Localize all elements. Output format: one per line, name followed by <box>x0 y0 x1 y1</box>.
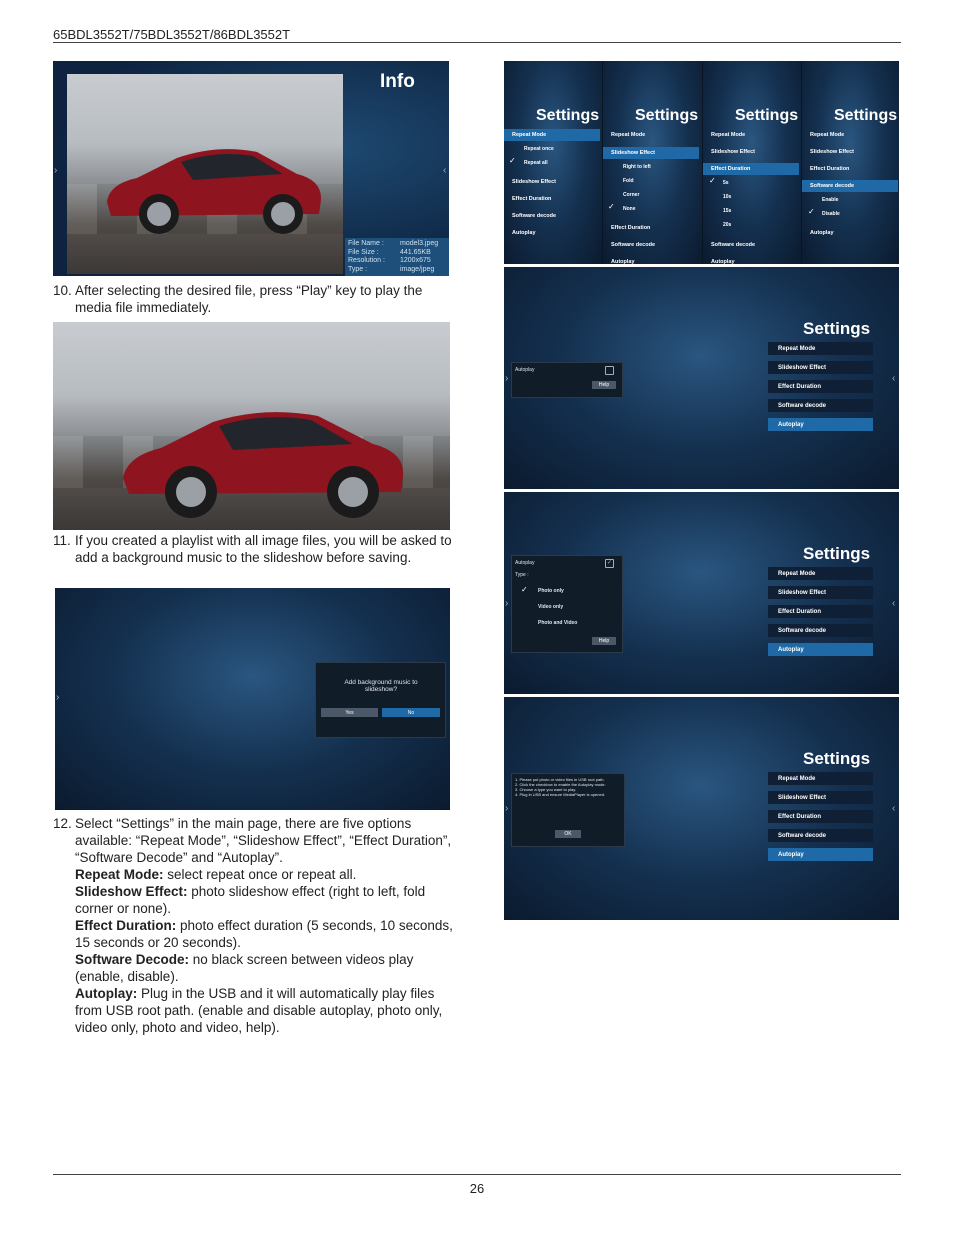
settings-column-repeat: Settings Repeat Mode Repeat once Repeat all ✓ Slideshow Effect Effect Duration Software decode Autoplay <box>504 61 603 264</box>
car-photo-preview <box>67 74 343 274</box>
right-arrow-icon[interactable]: ‹ <box>892 803 896 814</box>
submenu-right-to-left[interactable]: Right to left <box>623 164 651 170</box>
help-text: 1. Please put photo or video files in USB root path. 2. Click the checkbox to enable the Autoplay mode. 3. Choose a type you want to play. 4. Plug in USB and ensure MediaPlayer is opened. <box>515 777 606 797</box>
menu-autoplay[interactable]: Autoplay <box>768 418 873 431</box>
menu-effect-duration[interactable]: Effect Duration <box>810 166 850 172</box>
menu-effect-duration[interactable]: Effect Duration <box>512 196 552 202</box>
no-button[interactable]: No <box>382 708 440 717</box>
settings-title: Settings <box>803 544 871 563</box>
type-label: Type : <box>515 572 529 578</box>
menu-software-decode[interactable]: Software decode <box>768 624 873 637</box>
autoplay-screenshot <box>504 267 899 489</box>
document-header: 65BDL3552T/75BDL3552T/86BDL3552T <box>53 27 291 42</box>
submenu-repeat-all[interactable]: Repeat all <box>524 160 548 166</box>
menu-autoplay[interactable]: Autoplay <box>512 230 536 236</box>
menu-autoplay[interactable]: Autoplay <box>810 230 834 236</box>
option-photo-and-video[interactable]: Photo and Video <box>538 620 578 626</box>
menu-slideshow-effect[interactable]: Slideshow Effect <box>810 149 855 155</box>
header-rule <box>53 42 901 43</box>
help-button[interactable]: Help <box>592 381 616 389</box>
submenu-disable[interactable]: Disable <box>822 211 840 217</box>
settings-column-slideshow: Settings Repeat Mode Slideshow Effect Right to left Fold Corner None ✓ Effect Duration Software decode Autoplay <box>603 61 703 264</box>
step-12: 12. Select “Settings” in the main page, there are five options available: “Repeat Mode”, “Slideshow Effect”, “Effect Duration”, “Software Decode” and “Autoplay”. Repeat Mode: select repeat once or repeat all. Slideshow Effect: photo slideshow effect (right to left, fold corner or none). Effect Duration: photo effect duration (5 seconds, 10 seconds, 15 seconds or 20 seconds). Software Decode: no black screen between videos play (enable, disable). Autoplay: Plug in the USB and it will automatically play files from USB root path. (enable and disable autoplay, photo only, video only, photo and video, help). <box>53 816 453 1035</box>
yes-button[interactable]: Yes <box>321 708 378 717</box>
menu-autoplay[interactable]: Autoplay <box>768 848 873 861</box>
menu-slideshow-effect[interactable]: Slideshow Effect <box>768 361 873 374</box>
autoplay-label: Autoplay <box>515 367 535 373</box>
right-arrow-icon[interactable]: ‹ <box>443 165 447 176</box>
autoplay-checkbox[interactable]: ✓ <box>606 560 613 566</box>
menu-repeat-mode[interactable]: Repeat Mode <box>768 342 873 355</box>
check-icon: ✓ <box>808 207 815 216</box>
menu-slideshow-effect[interactable]: Slideshow Effect <box>603 147 699 159</box>
help-dialog <box>511 773 625 847</box>
settings-column-duration: Settings Repeat Mode Slideshow Effect Effect Duration 5s ✓ 10s 15s 20s Software decode Autoplay <box>703 61 802 264</box>
autoplay-type-dialog <box>511 555 623 653</box>
submenu-none[interactable]: None <box>623 206 636 212</box>
right-arrow-icon[interactable]: ‹ <box>892 373 896 384</box>
submenu-fold[interactable]: Fold <box>623 178 634 184</box>
menu-effect-duration[interactable]: Effect Duration <box>703 163 799 175</box>
info-screenshot <box>53 61 449 276</box>
car-image <box>113 382 413 522</box>
autoplay-dialog <box>511 362 623 398</box>
check-icon: ✓ <box>709 176 716 185</box>
info-row: File Size : 441.65KB <box>348 248 431 256</box>
menu-autoplay[interactable]: Autoplay <box>611 259 635 264</box>
menu-effect-duration[interactable]: Effect Duration <box>768 605 873 618</box>
info-row: Resolution : 1200x675 <box>348 257 431 264</box>
settings-columns-screenshot <box>504 61 899 264</box>
settings-title: Settings <box>803 749 871 768</box>
left-arrow-icon[interactable]: › <box>56 692 60 703</box>
menu-slideshow-effect[interactable]: Slideshow Effect <box>768 791 873 804</box>
left-arrow-icon[interactable]: › <box>505 598 509 609</box>
car-image <box>97 122 327 242</box>
menu-repeat-mode[interactable]: Repeat Mode <box>768 567 873 580</box>
submenu-15s[interactable]: 15s <box>723 208 732 214</box>
check-icon: ✓ <box>521 585 528 594</box>
right-arrow-icon[interactable]: ‹ <box>892 598 896 609</box>
step-10: 10. After selecting the desired file, press “Play” key to play the media file immediately. <box>53 283 423 315</box>
submenu-corner[interactable]: Corner <box>623 192 640 198</box>
menu-software-decode[interactable]: Software decode <box>512 213 557 219</box>
bg-music-dialog <box>315 662 446 738</box>
menu-autoplay[interactable]: Autoplay <box>768 643 873 656</box>
info-row: File Name : model3.jpeg <box>348 240 439 247</box>
menu-repeat-mode[interactable]: Repeat Mode <box>768 772 873 785</box>
menu-software-decode[interactable]: Software decode <box>768 829 873 842</box>
option-photo-only[interactable]: Photo only <box>538 588 564 594</box>
menu-repeat-mode[interactable]: Repeat Mode <box>810 132 845 138</box>
menu-effect-duration[interactable]: Effect Duration <box>611 225 651 231</box>
footer-rule <box>53 1174 901 1175</box>
menu-slideshow-effect[interactable]: Slideshow Effect <box>512 179 557 185</box>
ok-button[interactable]: OK <box>555 830 581 838</box>
check-icon: ✓ <box>509 156 516 165</box>
menu-software-decode[interactable]: Software decode <box>611 242 656 248</box>
menu-repeat-mode[interactable]: Repeat Mode <box>504 129 600 141</box>
menu-slideshow-effect[interactable]: Slideshow Effect <box>711 149 756 155</box>
menu-slideshow-effect[interactable]: Slideshow Effect <box>768 586 873 599</box>
left-arrow-icon[interactable]: › <box>505 373 509 384</box>
check-icon: ✓ <box>608 202 615 211</box>
left-arrow-icon[interactable]: › <box>54 165 58 176</box>
menu-repeat-mode[interactable]: Repeat Mode <box>711 132 746 138</box>
option-video-only[interactable]: Video only <box>538 604 564 610</box>
car-photo-fullscreen <box>53 322 450 530</box>
menu-repeat-mode[interactable]: Repeat Mode <box>611 132 646 138</box>
submenu-20s[interactable]: 20s <box>723 222 732 228</box>
left-arrow-icon[interactable]: › <box>505 803 509 814</box>
menu-software-decode[interactable]: Software decode <box>768 399 873 412</box>
submenu-10s[interactable]: 10s <box>723 194 732 200</box>
bg-music-screenshot <box>55 588 450 810</box>
help-button[interactable]: Help <box>592 637 616 645</box>
menu-autoplay[interactable]: Autoplay <box>711 259 735 264</box>
menu-software-decode[interactable]: Software decode <box>802 180 898 192</box>
submenu-repeat-once[interactable]: Repeat once <box>524 146 554 152</box>
settings-column-decode: Settings Repeat Mode Slideshow Effect Effect Duration Software decode Enable Disable ✓ Autoplay <box>802 61 899 264</box>
menu-effect-duration[interactable]: Effect Duration <box>768 810 873 823</box>
info-title: Info <box>380 71 415 92</box>
dialog-question: Add background music to slideshow? <box>344 679 418 693</box>
file-info-table <box>345 238 449 276</box>
step-11: 11. If you created a playlist with all image files, you will be asked to add a background music to the slideshow before saving. <box>53 533 452 565</box>
autoplay-checkbox[interactable] <box>605 366 614 375</box>
menu-software-decode[interactable]: Software decode <box>711 242 756 248</box>
autoplay-type-screenshot <box>504 492 899 694</box>
info-row: Type : image/jpeg <box>348 265 435 273</box>
settings-title: Settings <box>803 319 871 338</box>
page-number: 26 <box>469 1181 485 1196</box>
autoplay-label: Autoplay <box>515 560 535 566</box>
menu-effect-duration[interactable]: Effect Duration <box>768 380 873 393</box>
autoplay-help-screenshot <box>504 697 899 920</box>
submenu-enable[interactable]: Enable <box>822 197 839 203</box>
submenu-5s[interactable]: 5s <box>723 180 729 186</box>
